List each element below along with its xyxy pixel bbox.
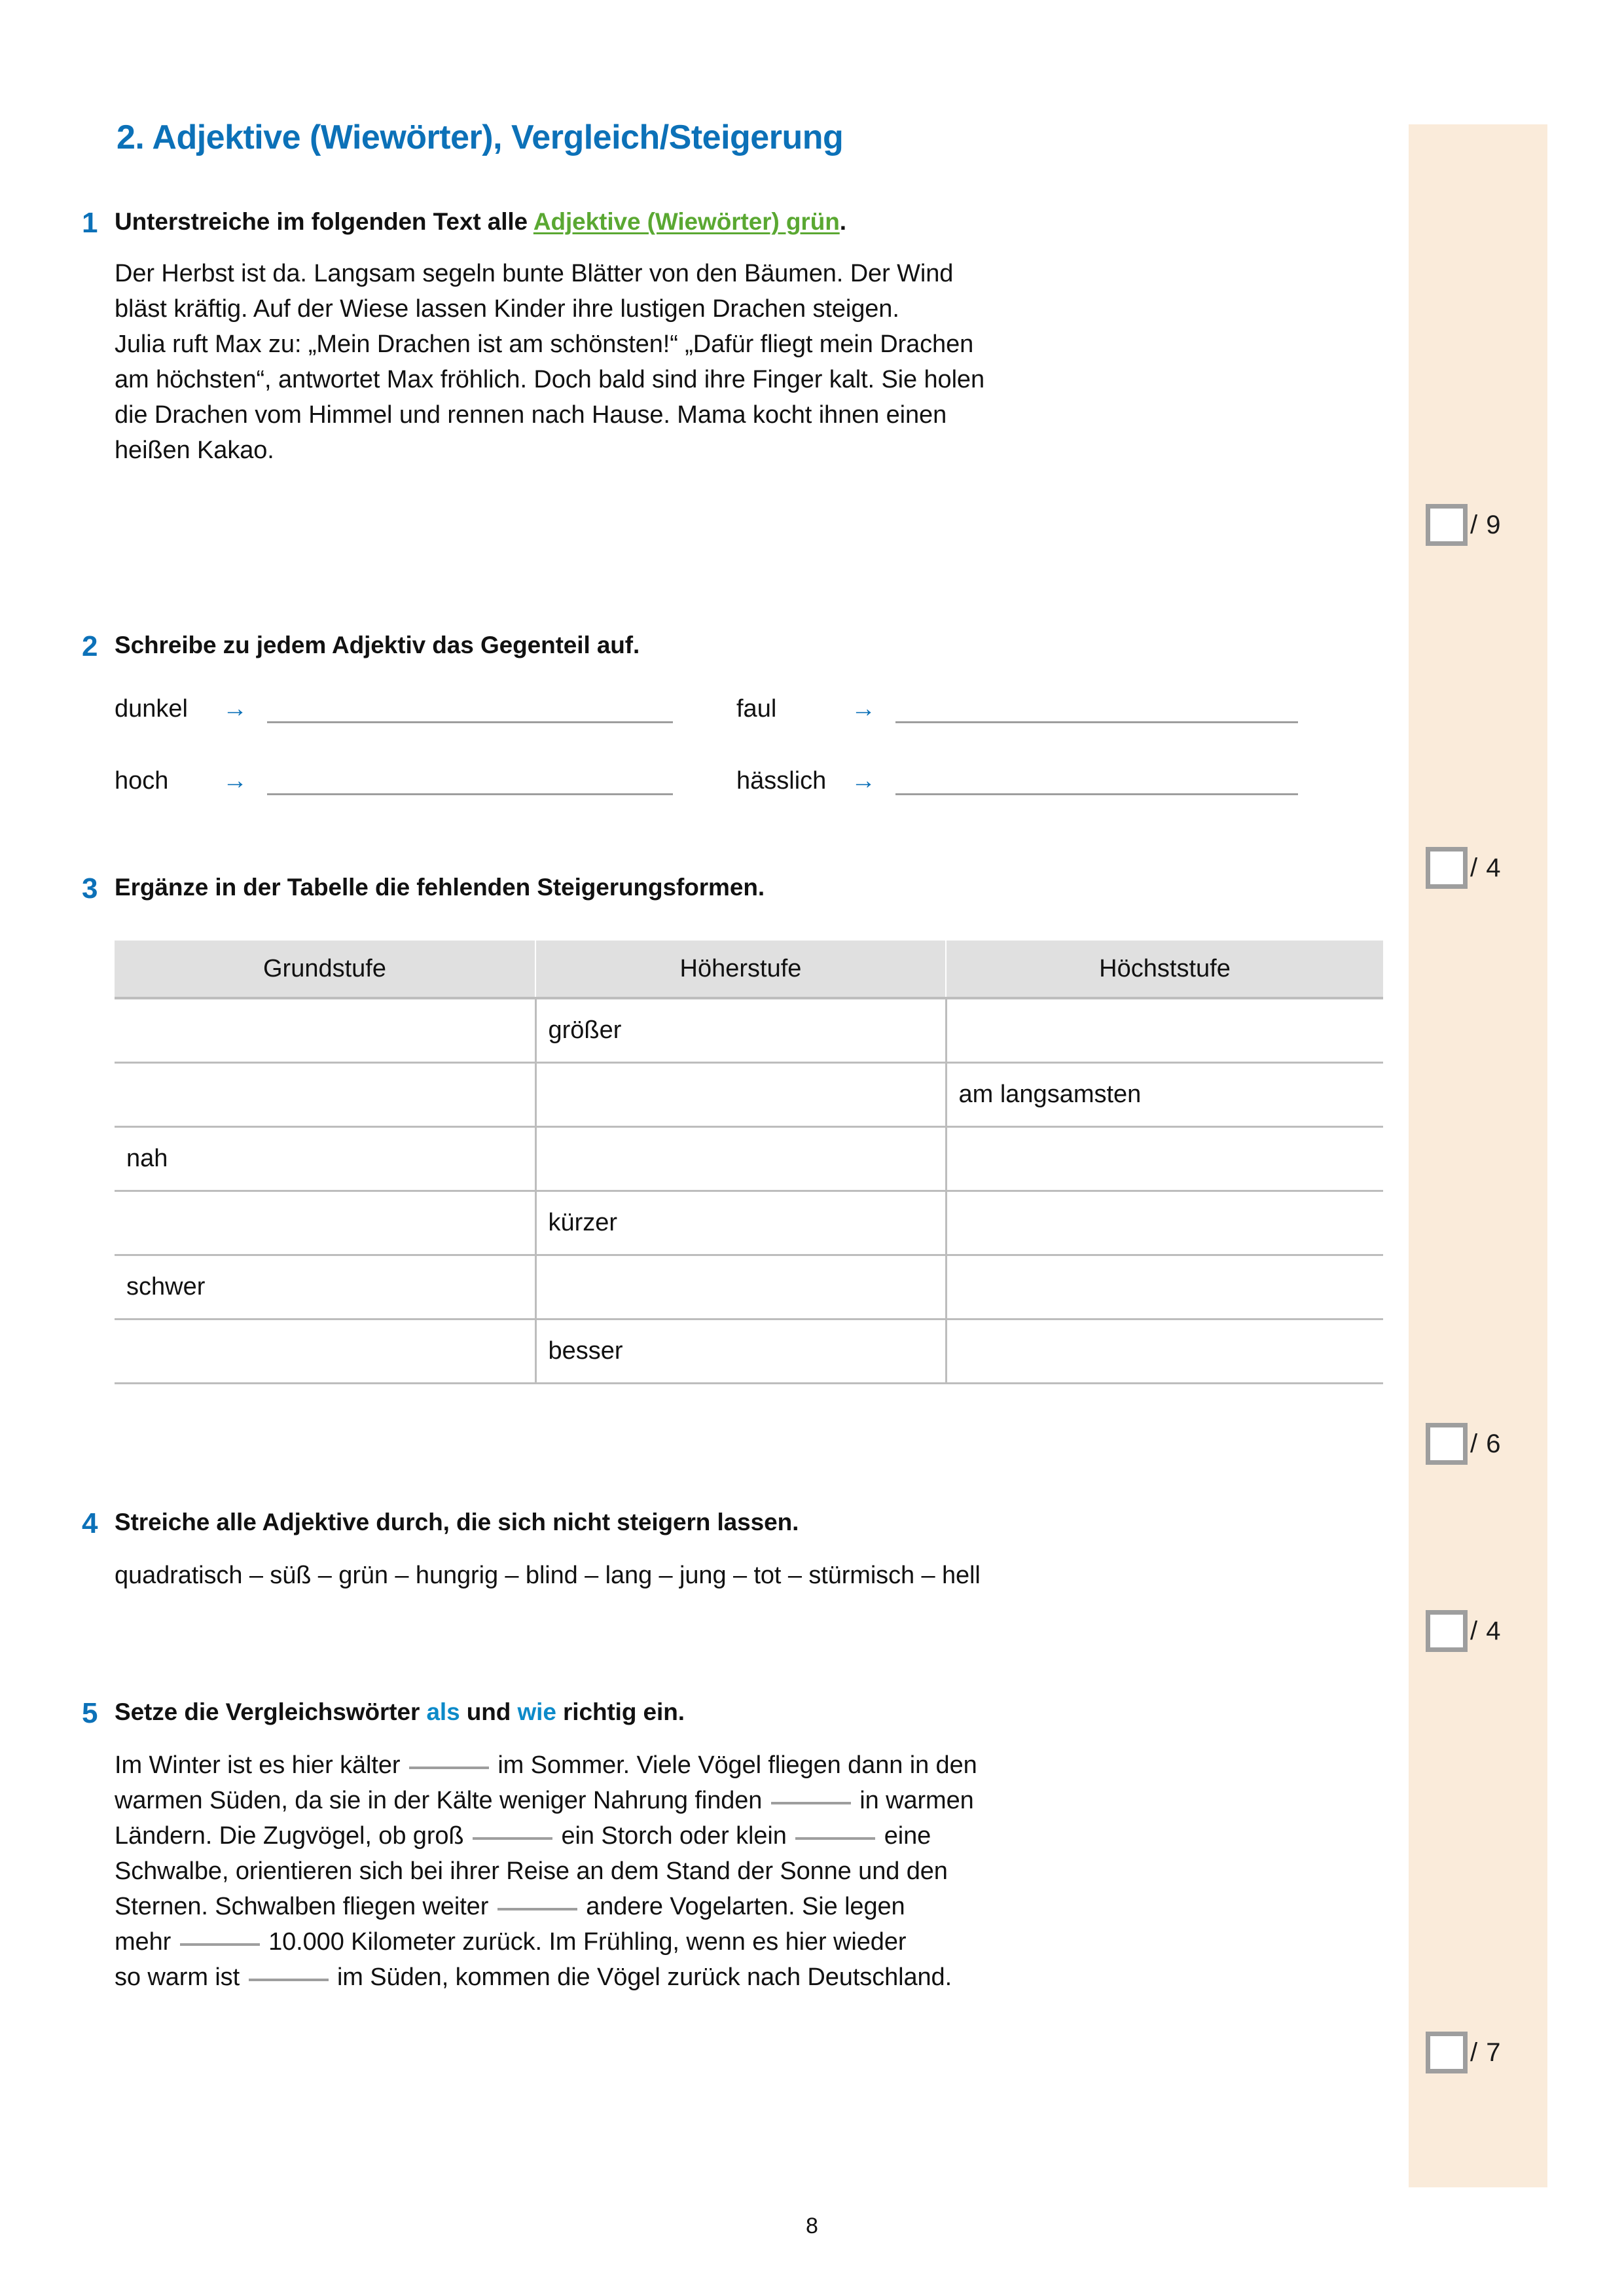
table-cell[interactable] bbox=[946, 1191, 1383, 1255]
cloze-text: im Süden, kommen die Vögel zurück nach Deutschland. bbox=[330, 1963, 952, 1991]
opposites-grid bbox=[115, 679, 1384, 811]
arrow-right-icon: → bbox=[851, 767, 876, 795]
cloze-text: Sternen. Schwalben fliegen weiter bbox=[115, 1893, 496, 1920]
exercise-1-instruction-highlight: Adjektive (Wiewörter) grün bbox=[533, 208, 840, 235]
exercise-5-number: 5 bbox=[82, 1697, 98, 1729]
exercise-2-number: 2 bbox=[82, 630, 98, 662]
exercise-3-instruction: Ergänze in der Tabelle die fehlenden Steigerungsformen. bbox=[115, 874, 765, 901]
exercise-2 bbox=[82, 632, 1384, 811]
score-max-ex2: / 4 bbox=[1470, 853, 1502, 882]
cloze-text: andere Vogelarten. Sie legen bbox=[579, 1893, 905, 1920]
cloze-line bbox=[115, 1784, 1384, 1819]
score-row-ex5 bbox=[1426, 2032, 1501, 2073]
score-input-ex1[interactable] bbox=[1426, 504, 1468, 546]
exercise-5-instruction bbox=[115, 1698, 685, 1725]
table-cell[interactable] bbox=[535, 1255, 946, 1319]
cloze-line bbox=[115, 1960, 1384, 1996]
arrow-right-icon: → bbox=[223, 695, 247, 723]
cloze-text: warmen Süden, da sie in der Kälte weniger Nahrung finden bbox=[115, 1787, 769, 1815]
table-cell[interactable] bbox=[535, 1127, 946, 1191]
exercise-1-number: 1 bbox=[82, 207, 98, 239]
arrow-right-icon: → bbox=[223, 767, 247, 795]
exercise-5-instruction-prefix: Setze die Vergleichswörter bbox=[115, 1698, 427, 1725]
cloze-text: Ländern. Die Zugvögel, ob groß bbox=[115, 1822, 471, 1850]
table-cell[interactable] bbox=[115, 1063, 535, 1127]
arrow-right-icon: → bbox=[851, 695, 876, 723]
cloze-text: mehr bbox=[115, 1928, 178, 1956]
column-header-grundstufe: Grundstufe bbox=[115, 941, 535, 998]
score-row-ex3 bbox=[1426, 1423, 1501, 1465]
score-input-ex5[interactable] bbox=[1426, 2032, 1468, 2073]
table-header-row bbox=[115, 941, 1383, 998]
opposites-answer-field[interactable] bbox=[895, 767, 1298, 795]
exercise-1-instruction-prefix: Unterstreiche im folgenden Text alle bbox=[115, 208, 533, 235]
text-line: heißen Kakao. bbox=[115, 436, 274, 464]
opposites-row bbox=[115, 751, 1384, 811]
table-cell[interactable] bbox=[115, 1319, 535, 1384]
cloze-text: so warm ist bbox=[115, 1963, 247, 1991]
score-max-ex5: / 7 bbox=[1470, 2037, 1502, 2067]
cloze-line bbox=[115, 1925, 1384, 1960]
score-row-ex1 bbox=[1426, 504, 1501, 546]
score-input-ex4[interactable] bbox=[1426, 1610, 1468, 1652]
exercise-5-instruction-mid: und bbox=[460, 1698, 518, 1725]
cloze-text: ein Storch oder klein bbox=[554, 1822, 794, 1850]
cloze-blank[interactable] bbox=[795, 1837, 875, 1840]
table-row bbox=[115, 1191, 1383, 1255]
exercise-3-header bbox=[82, 874, 1384, 904]
cloze-line bbox=[115, 1819, 1384, 1854]
exercise-4-words[interactable]: quadratisch – süß – grün – hungrig – blind – lang – jung – tot – stürmisch – hell bbox=[115, 1562, 981, 1590]
opposites-word: dunkel bbox=[115, 694, 188, 723]
exercise-1-instruction-suffix: . bbox=[839, 208, 846, 235]
table-cell[interactable]: kürzer bbox=[535, 1191, 946, 1255]
cloze-text: im Sommer. Viele Vögel fliegen dann in den bbox=[490, 1751, 977, 1780]
exercise-1-instruction bbox=[115, 208, 846, 235]
opposites-item-haesslich bbox=[736, 767, 1378, 795]
text-line: am höchsten“, antwortet Max fröhlich. Doch bald sind ihre Finger kalt. Sie holen bbox=[115, 366, 984, 394]
opposites-row bbox=[115, 679, 1384, 739]
opposites-answer-field[interactable] bbox=[895, 695, 1298, 723]
score-row-ex2 bbox=[1426, 847, 1501, 889]
opposites-item-faul bbox=[736, 695, 1378, 723]
table-row bbox=[115, 998, 1383, 1063]
table-row bbox=[115, 1063, 1383, 1127]
steigerung-table bbox=[115, 941, 1383, 1384]
table-cell[interactable]: nah bbox=[115, 1127, 535, 1191]
table-cell[interactable] bbox=[946, 1127, 1383, 1191]
exercise-1-header bbox=[82, 208, 1384, 238]
exercise-5-word-wie: wie bbox=[517, 1698, 556, 1725]
score-input-ex2[interactable] bbox=[1426, 847, 1468, 889]
exercise-4-instruction: Streiche alle Adjektive durch, die sich nicht steigern lassen. bbox=[115, 1509, 799, 1535]
exercise-2-instruction: Schreibe zu jedem Adjektiv das Gegenteil auf. bbox=[115, 632, 640, 658]
table-cell[interactable]: am langsamsten bbox=[946, 1063, 1383, 1127]
table-cell[interactable] bbox=[535, 1063, 946, 1127]
score-max-ex3: / 6 bbox=[1470, 1429, 1502, 1458]
score-max-ex4: / 4 bbox=[1470, 1616, 1502, 1645]
table-cell[interactable]: größer bbox=[535, 998, 946, 1063]
cloze-blank[interactable] bbox=[180, 1943, 260, 1946]
table-row bbox=[115, 1127, 1383, 1191]
column-header-hoeherstufe: Höherstufe bbox=[535, 941, 946, 998]
page-title: 2. Adjektive (Wiewörter), Vergleich/Steigerung bbox=[117, 118, 844, 156]
opposites-answer-field[interactable] bbox=[267, 767, 673, 795]
opposites-item-hoch bbox=[115, 767, 736, 795]
table-row bbox=[115, 1255, 1383, 1319]
exercise-5-header bbox=[82, 1698, 1384, 1729]
table-cell[interactable] bbox=[115, 998, 535, 1063]
opposites-answer-field[interactable] bbox=[267, 695, 673, 723]
exercise-4-number: 4 bbox=[82, 1507, 98, 1539]
exercise-5 bbox=[82, 1698, 1384, 1996]
text-line: bläst kräftig. Auf der Wiese lassen Kinder ihre lustigen Drachen steigen. bbox=[115, 295, 899, 323]
cloze-text: 10.000 Kilometer zurück. Im Frühling, wenn es hier wieder bbox=[261, 1928, 907, 1956]
score-sidebar bbox=[1409, 124, 1547, 2187]
cloze-blank[interactable] bbox=[473, 1837, 552, 1840]
exercise-1-text[interactable] bbox=[115, 257, 1384, 469]
exercise-1 bbox=[82, 208, 1384, 469]
exercise-4 bbox=[82, 1509, 1384, 1594]
text-line: Der Herbst ist da. Langsam segeln bunte Blätter von den Bäumen. Der Wind bbox=[115, 260, 954, 288]
text-line: die Drachen vom Himmel und rennen nach Hause. Mama kocht ihnen einen bbox=[115, 401, 947, 429]
exercise-5-cloze bbox=[115, 1748, 1384, 1996]
cloze-blank[interactable] bbox=[249, 1979, 329, 1981]
table-cell[interactable] bbox=[946, 1319, 1383, 1384]
cloze-blank[interactable] bbox=[497, 1908, 577, 1910]
cloze-line bbox=[115, 1854, 1384, 1890]
score-input-ex3[interactable] bbox=[1426, 1423, 1468, 1465]
cloze-line bbox=[115, 1890, 1384, 1925]
opposites-word: hoch bbox=[115, 766, 169, 795]
opposites-word: faul bbox=[736, 694, 777, 723]
cloze-text: in warmen bbox=[852, 1787, 974, 1815]
table-cell[interactable] bbox=[946, 998, 1383, 1063]
cloze-blank[interactable] bbox=[409, 1767, 489, 1769]
table-row bbox=[115, 1319, 1383, 1384]
cloze-text: Schwalbe, orientieren sich bei ihrer Reise an dem Stand der Sonne und den bbox=[115, 1857, 948, 1886]
column-header-hoechststufe: Höchststufe bbox=[946, 941, 1383, 998]
text-line: Julia ruft Max zu: „Mein Drachen ist am schönsten!“ „Dafür fliegt mein Drachen bbox=[115, 331, 974, 359]
exercise-4-header bbox=[82, 1509, 1384, 1539]
cloze-line bbox=[115, 1748, 1384, 1784]
cloze-text: eine bbox=[877, 1822, 931, 1850]
cloze-text: Im Winter ist es hier kälter bbox=[115, 1751, 407, 1780]
exercise-2-header bbox=[82, 632, 1384, 662]
table-cell[interactable]: schwer bbox=[115, 1255, 535, 1319]
opposites-word: hässlich bbox=[736, 766, 827, 795]
page-number: 8 bbox=[806, 2214, 818, 2238]
table-cell[interactable] bbox=[946, 1255, 1383, 1319]
exercise-3-number: 3 bbox=[82, 872, 98, 905]
exercise-5-instruction-suffix: richtig ein. bbox=[556, 1698, 685, 1725]
exercise-5-word-als: als bbox=[426, 1698, 460, 1725]
exercise-3 bbox=[82, 874, 1384, 904]
opposites-item-dunkel bbox=[115, 695, 736, 723]
table-cell[interactable] bbox=[115, 1191, 535, 1255]
table-cell[interactable]: besser bbox=[535, 1319, 946, 1384]
score-row-ex4 bbox=[1426, 1610, 1501, 1652]
score-max-ex1: / 9 bbox=[1470, 510, 1502, 539]
cloze-blank[interactable] bbox=[771, 1802, 851, 1804]
